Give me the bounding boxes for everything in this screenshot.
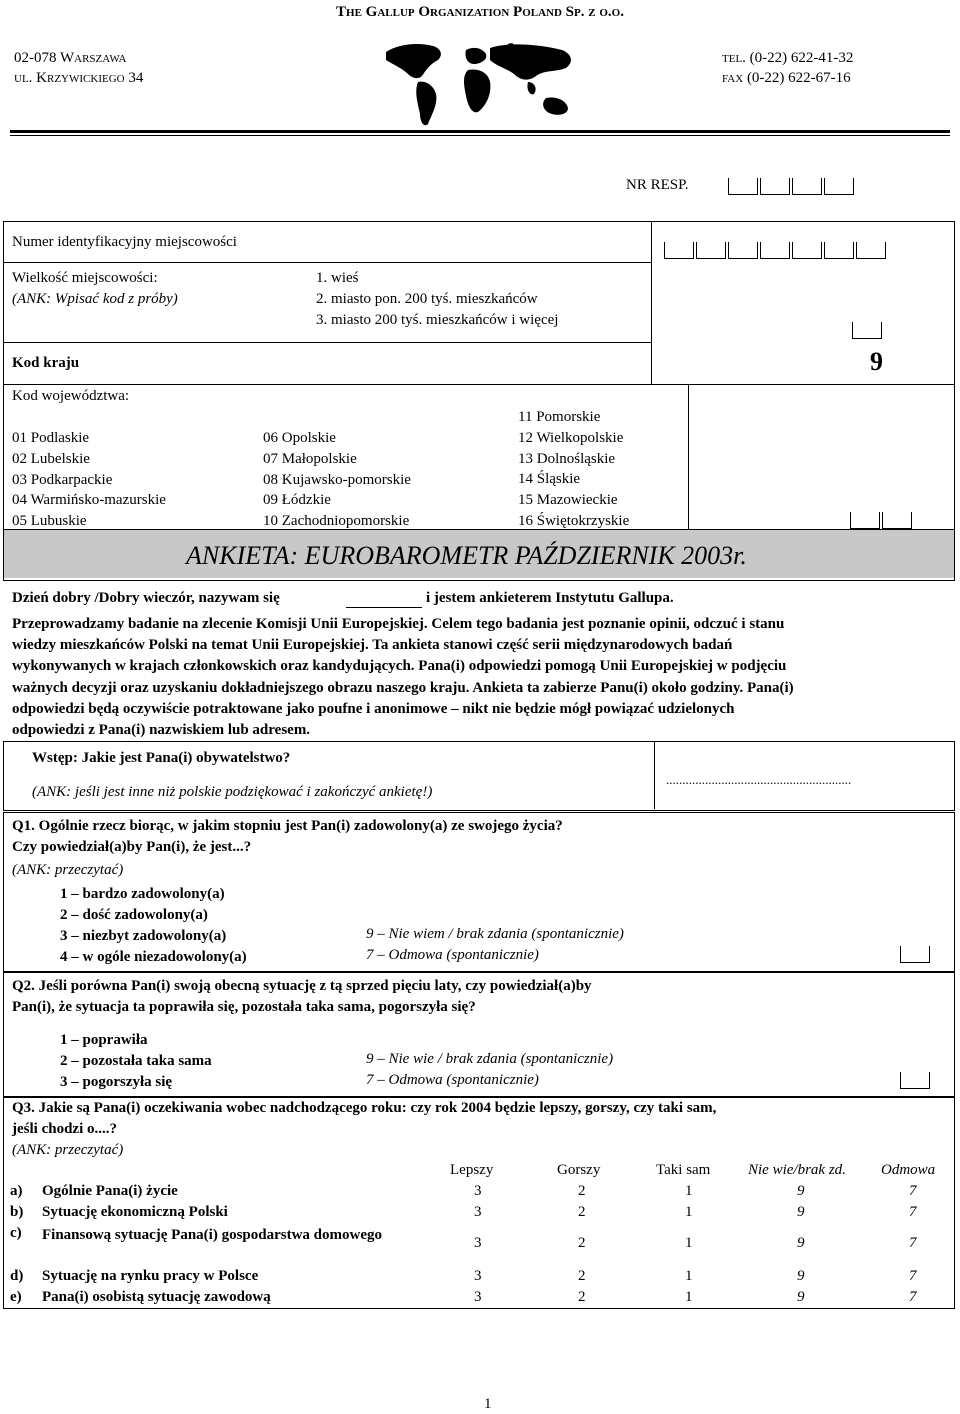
q3-answer-code[interactable]: 9 (797, 1235, 805, 1251)
town-size-option-3: 3. miasto 200 tyś. mieszkańców i więcej (316, 312, 559, 328)
world-map-logo (378, 40, 584, 132)
respondent-number-label: NR RESP. (626, 177, 689, 193)
q3-answer-code[interactable]: 2 (578, 1289, 586, 1305)
q3-answer-code[interactable]: 3 (474, 1289, 482, 1305)
q3-answer-code[interactable]: 1 (685, 1204, 693, 1220)
q2-answer-box[interactable] (900, 1072, 932, 1094)
q3-header-dontknow: Nie wie/brak zd. (748, 1162, 846, 1178)
q3-answer-code[interactable]: 3 (474, 1204, 482, 1220)
q1-refusal: 7 – Odmowa (spontanicznie) (366, 947, 539, 963)
place-id-label: Numer identyfikacyjny miejscowości (12, 234, 237, 250)
q3-question-line2: jeśli chodzi o....? (12, 1121, 117, 1137)
voivodeship-col-3: 11 Pomorskie 12 Wielkopolskie 13 Dolnośląskie 14 Śląskie 15 Mazowieckie 16 Świętokrzyskie (518, 409, 630, 529)
q3-row-key: e) (10, 1289, 22, 1305)
q1-note: (ANK: przeczytać) (12, 862, 124, 878)
header-rule-thin (10, 135, 950, 136)
q3-row-label: Finansową sytuację Pana(i) gospodarstwa domowego (42, 1227, 383, 1243)
q3-header-refusal: Odmowa (881, 1162, 936, 1178)
country-code-label: Kod kraju (12, 355, 80, 371)
voivodeship-col-2: 06 Opolskie 07 Małopolskie 08 Kujawsko-pomorskie 09 Łódzkie 10 Zachodniopomorskie (263, 430, 411, 530)
q3-row-label: Pana(i) osobistą sytuację zawodową (42, 1289, 271, 1305)
town-size-option-1: 1. wieś (316, 270, 359, 286)
q3-row-label: Ogólnie Pana(i) życie (42, 1183, 178, 1199)
q3-answer-code[interactable]: 9 (797, 1289, 805, 1305)
org-name: The Gallup Organization Poland Sp. z o.o. (336, 4, 624, 20)
q3-answer-code[interactable]: 7 (909, 1289, 917, 1305)
q3-answer-code[interactable]: 3 (474, 1235, 482, 1251)
town-size-note: (ANK: Wpisać kod z próby) (12, 291, 178, 307)
country-code-value: 9 (870, 347, 883, 376)
q2-question-line2: Pan(i), że sytuacja ta poprawiła się, pozostała taka sama, pogorszyła się? (12, 999, 476, 1015)
q3-answer-code[interactable]: 1 (685, 1268, 693, 1284)
q1-question: Q1. Ogólnie rzecz biorąc, w jakim stopniu jest Pan(i) zadowolony(a) ze swojego życia? (12, 818, 563, 834)
greeting-start: Dzień dobry /Dobry wieczór, nazywam się (12, 590, 280, 606)
greeting-end: i jestem ankieterem Instytutu Gallupa. (426, 590, 674, 606)
q1-dontknow: 9 – Nie wiem / brak zdania (spontanicznie) (366, 926, 624, 942)
q3-answer-code[interactable]: 2 (578, 1268, 586, 1284)
q3-row-label: Sytuację ekonomiczną Polski (42, 1204, 228, 1220)
fax-number: fax (0-22) 622-67-16 (722, 70, 851, 86)
q1-options: 1 – bardzo zadowolony(a) 2 – dość zadowolony(a) 3 – niezbyt zadowolony(a) 4 – w ogóle niezadowolony(a) (60, 886, 247, 965)
q3-answer-code[interactable]: 2 (578, 1204, 586, 1220)
q2-options: 1 – poprawiła 2 – pozostała taka sama 3 – pogorszyła się (60, 1032, 212, 1090)
q3-answer-code[interactable]: 7 (909, 1204, 917, 1220)
q3-answer-code[interactable]: 7 (909, 1235, 917, 1251)
address-street-city: 02-078 Warszawa (14, 50, 127, 66)
q1-question-line2: Czy powiedział(a)by Pan(i), że jest...? (12, 839, 252, 855)
q3-header-same: Taki sam (656, 1162, 711, 1178)
town-size-box[interactable] (852, 322, 884, 344)
q3-answer-code[interactable]: 9 (797, 1183, 805, 1199)
phone-number: tel. (0-22) 622-41-32 (722, 50, 854, 66)
q3-note: (ANK: przeczytać) (12, 1142, 124, 1158)
address-street: ul. Krzywickiego 34 (14, 70, 144, 86)
q2-dontknow: 9 – Nie wie / brak zdania (spontanicznie) (366, 1051, 614, 1067)
q3-row-key: d) (10, 1268, 24, 1284)
q3-answer-code[interactable]: 9 (797, 1268, 805, 1284)
voivodeship-col-1: 01 Podlaskie 02 Lubelskie 03 Podkarpackie 04 Warmińsko-mazurskie 05 Lubuskie (12, 430, 166, 530)
header-rule (10, 130, 950, 133)
citizenship-question: Wstęp: Jakie jest Pana(i) obywatelstwo? (32, 750, 291, 766)
q3-answer-code[interactable]: 7 (909, 1183, 917, 1199)
q3-header-worse: Gorszy (557, 1162, 601, 1178)
q3-row-key: b) (10, 1204, 24, 1220)
q3-answer-code[interactable]: 1 (685, 1235, 693, 1251)
q1-answer-box[interactable] (900, 946, 932, 968)
q3-answer-code[interactable]: 2 (578, 1183, 586, 1199)
survey-title: ANKIETA: EUROBAROMETR PAŹDZIERNIK 2003r. (186, 541, 747, 570)
q3-header-better: Lepszy (450, 1162, 494, 1178)
voivodeship-label: Kod województwa: (12, 388, 130, 404)
q3-question: Q3. Jakie są Pana(i) oczekiwania wobec nadchodzącego roku: czy rok 2004 będzie lepszy, gorszy, czy taki sam, (12, 1100, 717, 1116)
q2-refusal: 7 – Odmowa (spontanicznie) (366, 1072, 539, 1088)
interviewer-name-blank[interactable] (346, 607, 422, 608)
q3-row-key: c) (10, 1225, 22, 1241)
q3-answer-code[interactable]: 7 (909, 1268, 917, 1284)
citizenship-answer-line[interactable]: ......................................................... (666, 772, 852, 787)
q3-answer-code[interactable]: 2 (578, 1235, 586, 1251)
q3-row-label: Sytuację na rynku pracy w Polsce (42, 1268, 259, 1284)
intro-paragraph: Przeprowadzamy badanie na zlecenie Komisji Unii Europejskiej. Celem tego badania jest poznanie opinii, odczuć i stanu wiedzy mieszkańców Polski na temat Unii Europejskiej. Ta ankieta stanowi część serii międzynarodowych badań wykonywanych w krajach członkowskich oraz kandydujących. Pana(i) odpowiedzi pomogą Unii Europejskiej w podjęciu ważnych decyzji oraz uzyskaniu dokładniejszego obrazu naszego kraju. Ankieta ta zabierze Panu(i) około godziny. Pana(i) odpowiedzi będą oczywiście potraktowane jako poufne i anonimowe – nikt nie będzie mógł powiązać udzielonych odpowiedzi z Pana(i) nazwiskiem lub adresem. (12, 616, 794, 739)
q3-answer-code[interactable]: 1 (685, 1289, 693, 1305)
town-size-label: Wielkość miejscowości: (12, 270, 158, 286)
q3-row-key: a) (10, 1183, 23, 1199)
q3-answer-code[interactable]: 3 (474, 1268, 482, 1284)
place-id-boxes[interactable] (664, 242, 888, 264)
page-number: 1 (484, 1396, 492, 1412)
respondent-number-boxes[interactable] (728, 178, 856, 200)
q3-answer-code[interactable]: 9 (797, 1204, 805, 1220)
citizenship-note: (ANK: jeśli jest inne niż polskie podziękować i zakończyć ankietę!) (32, 784, 433, 800)
q2-question: Q2. Jeśli porówna Pan(i) swoją obecną sytuację z tą sprzed pięciu laty, czy powiedział(a)by (12, 978, 592, 994)
q3-answer-code[interactable]: 3 (474, 1183, 482, 1199)
q3-answer-code[interactable]: 1 (685, 1183, 693, 1199)
town-size-option-2: 2. miasto pon. 200 tyś. mieszkańców (316, 291, 538, 307)
